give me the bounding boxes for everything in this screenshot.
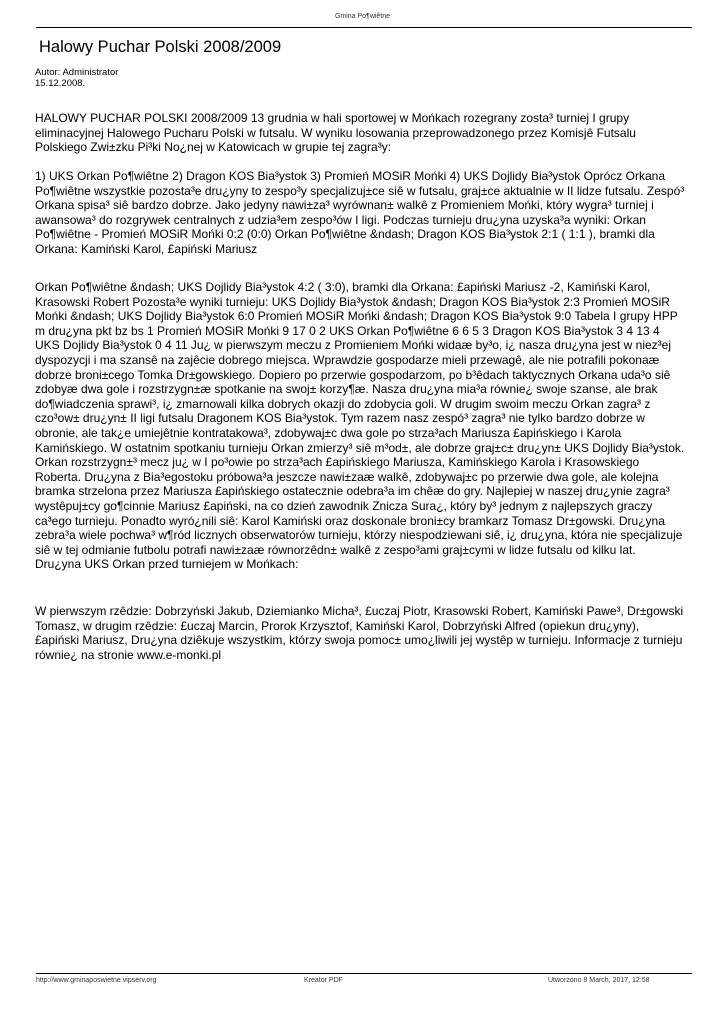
article-title: Halowy Puchar Polski 2008/2009 <box>39 38 282 56</box>
footer-divider <box>36 973 692 974</box>
footer-created-date: Utworzono 8 March, 2017, 12:58 <box>548 977 650 984</box>
page-header: Gmina Po¶wiêtne <box>334 13 391 20</box>
header-divider <box>36 27 692 28</box>
article-author: Autor: Administrator <box>35 67 119 78</box>
article-date: 15.12.2008. <box>35 78 86 89</box>
article-paragraph-report: Orkan Po¶wiêtne &ndash; UKS Dojlidy Bia³ystok 4:2 ( 3:0), bramki dla Orkana: £apiński Mariusz -2, Kamiński Karol, Krasowski Robert Pozosta³e wyniki turnieju: UKS Dojlidy Bia³ystok &ndash; Dragon KOS Bia³ystok 2:3 Promień MOSiR Mońki &ndash; UKS Dojlidy Bia³ystok 6:0 Promień MOSiR Mońki &ndash; Dragon KOS Bia³ystok 9:0 Tabela I grupy HPP m dru¿yna pkt bz bs 1 Promień MOSiR Mońki 9 17 0 2 UKS Orkan Po¶wiêtne 6 6 5 3 Dragon KOS Bia³ystok 3 4 13 4 UKS Dojlidy Bia³ystok 0 4 11 Ju¿ w pierwszym meczu z Promieniem Mońki widaæ by³o, i¿ nasza dru¿yna jest w niez³ej dyspozycji i ma szansê na zajêcie dobrego miejsca. Wprawdzie gospodarze mieli przewagê, ale nie potrafili pokonaæ dobrze broni±cego Tomka Dr±gowskiego. Dopiero po przerwie gospodarzom, po b³êdach taktycznych Orkana uda³o siê zdobyæ dwa gole i rozstrzygn±æ spotkanie na swoj± korzy¶æ. Nasza dru¿yna mia³a równie¿ swoje szanse, ale brak do¶wiadczenia sprawi³, i¿ zmarnowali kilka dobrych okazji do zdobycia goli. W drugim swoim meczu Orkan zagra³ z czo³ow± dru¿yn± II ligi futsalu Dragonem KOS Bia³ystok. Tym razem nasz zespó³ zagra³ nie tylko bardzo dobrze w obronie, ale tak¿e umiejêtnie kontratakowa³, zdobywaj±c dwa gole po strza³ach Mariusza £apińskiego i Karola Kamińskiego. W ostatnim spotkaniu turnieju Orkan zmierzy³ siê m³od±, ale dobrze graj±c± dru¿yn± UKS Dojlidy Bia³ystok. Orkan rozstrzygn±³ mecz ju¿ w I po³owie po strza³ach £apińskiego Mariusza, Kamińskiego Karola i Krasowskiego Roberta. Dru¿yna z Bia³egostoku próbowa³a jeszcze nawi±zaæ walkê, zdobywaj±c po przerwie dwa gole, ale kolejna bramka strzelona przez Mariusza £apińskiego ostatecznie odebra³a im chêæ do gry. Najlepiej w naszej dru¿ynie zagra³ wystêpuj±cy go¶cinnie Mariusz £apiński, na co dzień zawodnik Znicza Sura¿, który by³ jednym z najlepszych graczy ca³ego turnieju. Ponadto wyró¿nili siê: Karol Kamiński oraz doskonale broni±cy bramkarz Tomasz Dr±gowski. Dru¿yna zebra³a wiele pochwa³ w¶ród licznych obserwatorów turnieju, którzy niespodziewani siê, i¿ dru¿yna, która nie specjalizuje siê w tej odmianie futbolu potrafi nawi±zaæ równorzêdn± walkê z zespo³ami graj±cymi w lidze futsalu od kilku lat. Dru¿yna UKS Orkan przed turniejem w Mońkach: <box>35 280 685 572</box>
article-paragraph-team: W pierwszym rzêdzie: Dobrzyński Jakub, Dziemianko Micha³, £uczaj Piotr, Krasowski Robert, Kamiński Pawe³, Dr±gowski Tomasz, w drugim rzêdzie: £uczaj Marcin, Prorok Krzysztof, Kamiński Karol, Dobrzyński Alfred (opiekun dru¿yny), £apiński Mariusz, Dru¿yna dziêkuje wszystkim, którzy swoja pomoc± umo¿liwili jej wystêp w turnieju. Informacje z turnieju równie¿ na stronie www.e-monki.pl <box>35 604 684 662</box>
footer-url[interactable]: http://www.gminaposwietne.vipserv.org <box>36 977 157 984</box>
article-paragraph-results: 1) UKS Orkan Po¶wiêtne 2) Dragon KOS Bia³ystok 3) Promień MOSiR Mońki 4) UKS Dojlidy Bia³ystok Oprócz Orkana Po¶wiêtne wszystkie pozosta³e dru¿yny to zespo³y specjalizuj±ce siê w futsalu, graj±ce aktualnie w II lidze futsalu. Zespó³ Orkana spisa³ siê bardzo dobrze. Jako jedyny nawi±za³ wyrównan± walkê z Promieniem Mońki, który wygra³ turniej i awansowa³ do rozgrywek centralnych z udzia³em zespo³ów I ligi. Podczas turnieju dru¿yna uzyska³a wyniki: Orkan Po¶wiêtne - Promień MOSiR Mońki 0:2 (0:0) Orkan Po¶wiêtne &ndash; Dragon KOS Bia³ystok 2:1 ( 1:1 ), bramki dla Orkana: Kamiński Karol, £apiński Mariusz <box>35 169 685 256</box>
article-paragraph-intro: HALOWY PUCHAR POLSKI 2008/2009 13 grudnia w hali sportowej w Mońkach rozegrany zosta³ turniej I grupy eliminacyjnej Halowego Pucharu Polski w futsalu. W wyniku losowania przeprowadzonego przez Komisjê Futsalu Polskiego Zwi±zku Pi³ki No¿nej w Katowicach w grupie tej zagra³y: <box>35 111 636 155</box>
article-meta <box>35 67 118 89</box>
footer-creator: Kreator PDF <box>304 977 343 984</box>
